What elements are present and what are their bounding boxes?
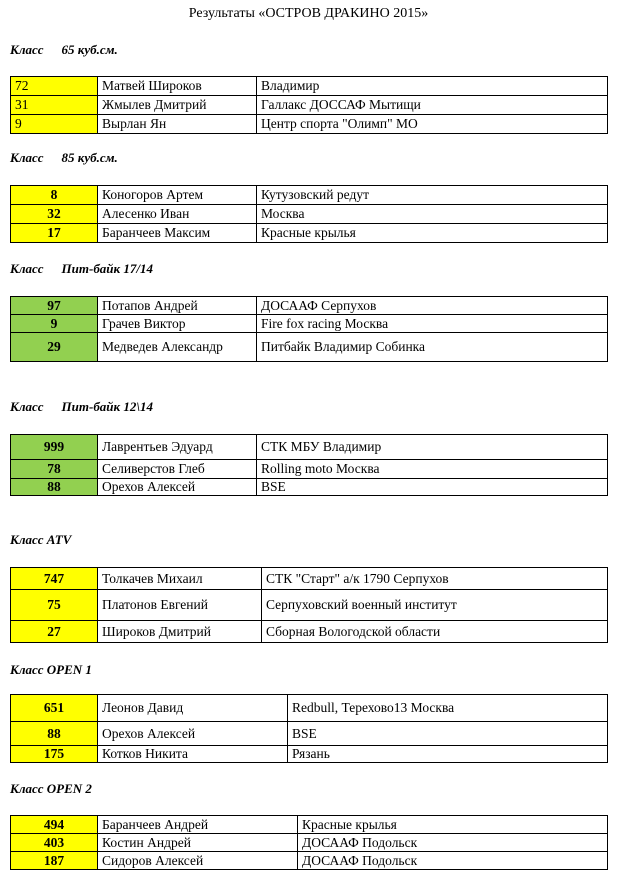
table-row — [11, 205, 608, 224]
class-heading — [10, 261, 153, 277]
rider-number: 8 — [11, 186, 98, 205]
rider-team: Серпуховский военный институт — [262, 590, 608, 621]
class-heading — [10, 781, 92, 797]
table-row — [11, 590, 608, 621]
class-label: Класс — [10, 399, 44, 414]
results-table — [10, 567, 608, 643]
rider-number: 999 — [11, 435, 98, 460]
table-row — [11, 621, 608, 643]
class-label: Класс OPEN 1 — [10, 662, 92, 677]
rider-team: Сборная Вологодской области — [262, 621, 608, 643]
rider-name: Вырлан Ян — [98, 115, 257, 134]
page-title: Результаты «ОСТРОВ ДРАКИНО 2015» — [188, 6, 429, 21]
table-row — [11, 834, 608, 852]
rider-name: Толкачев Михаил — [98, 568, 262, 590]
class-name: 65 куб.см. — [61, 42, 118, 57]
rider-number: 29 — [11, 333, 98, 362]
rider-team: ДОСААФ Подольск — [298, 852, 608, 870]
class-heading — [10, 662, 92, 678]
rider-name: Коногоров Артем — [98, 186, 257, 205]
rider-team: Redbull, Терехово13 Москва — [288, 695, 608, 722]
rider-number: 88 — [11, 722, 98, 746]
rider-name: Котков Никита — [98, 746, 288, 763]
rider-name: Баранчеев Андрей — [98, 816, 298, 834]
rider-team: СТК "Старт" а/к 1790 Серпухов — [262, 568, 608, 590]
rider-name: Потапов Андрей — [98, 297, 257, 315]
class-name: 85 куб.см. — [61, 150, 118, 165]
rider-name: Баранчеев Максим — [98, 224, 257, 243]
class-heading — [10, 42, 118, 58]
table-row — [11, 722, 608, 746]
rider-name: Широков Дмитрий — [98, 621, 262, 643]
rider-number: 78 — [11, 460, 98, 479]
class-heading — [10, 532, 71, 548]
results-table — [10, 434, 608, 496]
table-row — [11, 96, 608, 115]
rider-number: 88 — [11, 479, 98, 496]
rider-team: Центр спорта "Олимп" МО — [257, 115, 608, 134]
rider-number: 187 — [11, 852, 98, 870]
results-table — [10, 76, 608, 134]
table-row — [11, 695, 608, 722]
rider-team: ДОСААФ Подольск — [298, 834, 608, 852]
results-table — [10, 296, 608, 362]
rider-number: 31 — [11, 96, 98, 115]
rider-team: ДОСААФ Серпухов — [257, 297, 608, 315]
table-row — [11, 435, 608, 460]
class-heading — [10, 150, 118, 166]
rider-number: 403 — [11, 834, 98, 852]
class-heading — [10, 399, 153, 415]
rider-team: Владимир — [257, 77, 608, 96]
results-table — [10, 694, 608, 763]
rider-name: Лаврентьев Эдуард — [98, 435, 257, 460]
rider-number: 32 — [11, 205, 98, 224]
rider-number: 27 — [11, 621, 98, 643]
table-row — [11, 297, 608, 315]
rider-team: Питбайк Владимир Собинка — [257, 333, 608, 362]
results-table — [10, 815, 608, 870]
rider-name: Костин Андрей — [98, 834, 298, 852]
rider-team: Галлакс ДОССАФ Мытищи — [257, 96, 608, 115]
rider-number: 75 — [11, 590, 98, 621]
class-name: Пит-байк 12\14 — [61, 399, 153, 414]
table-row — [11, 460, 608, 479]
rider-team: Rolling moto Москва — [257, 460, 608, 479]
rider-name: Орехов Алексей — [98, 479, 257, 496]
table-row — [11, 568, 608, 590]
rider-team: Кутузовский редут — [257, 186, 608, 205]
rider-name: Медведев Александр — [98, 333, 257, 362]
rider-number: 9 — [11, 315, 98, 333]
rider-name: Грачев Виктор — [98, 315, 257, 333]
rider-number: 747 — [11, 568, 98, 590]
table-row — [11, 333, 608, 362]
rider-team: Москва — [257, 205, 608, 224]
table-row — [11, 115, 608, 134]
rider-name: Сидоров Алексей — [98, 852, 298, 870]
class-label: Класс — [10, 42, 44, 57]
class-label: Класс OPEN 2 — [10, 781, 92, 796]
table-row — [11, 816, 608, 834]
rider-name: Жмылев Дмитрий — [98, 96, 257, 115]
table-row — [11, 315, 608, 333]
rider-number: 9 — [11, 115, 98, 134]
rider-number: 175 — [11, 746, 98, 763]
class-label: Класс ATV — [10, 532, 72, 547]
rider-number: 651 — [11, 695, 98, 722]
rider-name: Платонов Евгений — [98, 590, 262, 621]
table-row — [11, 77, 608, 96]
rider-team: Красные крылья — [298, 816, 608, 834]
rider-team: Fire fox racing Москва — [257, 315, 608, 333]
rider-number: 72 — [11, 77, 98, 96]
class-label: Класс — [10, 150, 44, 165]
rider-number: 17 — [11, 224, 98, 243]
rider-team: BSE — [257, 479, 608, 496]
rider-name: Селиверстов Глеб — [98, 460, 257, 479]
rider-name: Алесенко Иван — [98, 205, 257, 224]
rider-name: Леонов Давид — [98, 695, 288, 722]
rider-name: Матвей Широков — [98, 77, 257, 96]
table-row — [11, 852, 608, 870]
class-label: Класс — [10, 261, 44, 276]
rider-team: Рязань — [288, 746, 608, 763]
table-row — [11, 746, 608, 763]
table-row — [11, 479, 608, 496]
rider-team: BSE — [288, 722, 608, 746]
rider-number: 97 — [11, 297, 98, 315]
rider-team: СТК МБУ Владимир — [257, 435, 608, 460]
table-row — [11, 224, 608, 243]
rider-number: 494 — [11, 816, 98, 834]
class-name: Пит-байк 17/14 — [61, 261, 153, 276]
rider-team: Красные крылья — [257, 224, 608, 243]
results-table — [10, 185, 608, 243]
rider-name: Орехов Алексей — [98, 722, 288, 746]
table-row — [11, 186, 608, 205]
